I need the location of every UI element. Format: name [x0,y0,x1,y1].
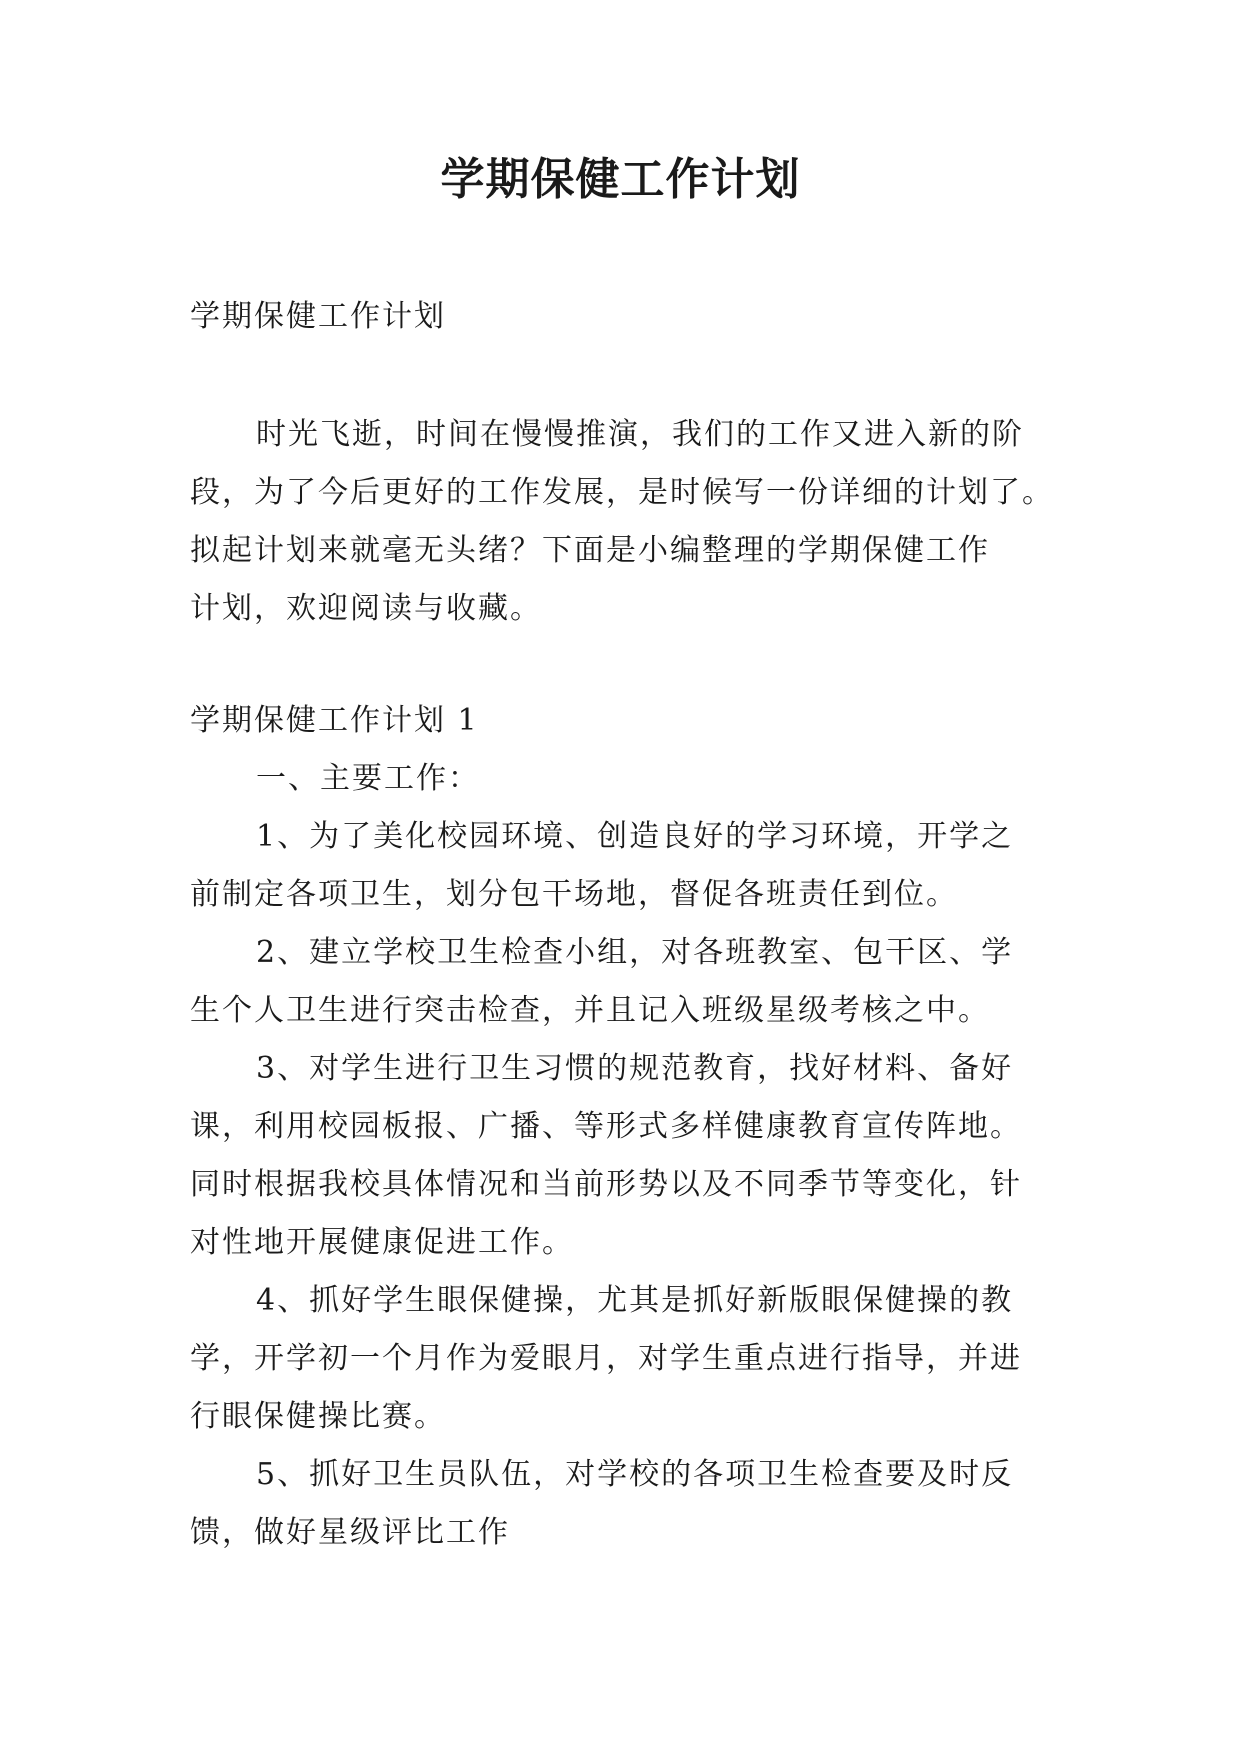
item-line: 课，利用校园板报、广播、等形式多样健康教育宣传阵地。 [190,1109,1022,1144]
list-item [190,924,1056,1040]
intro-paragraph [190,406,1056,638]
list-item [190,1272,1056,1446]
item-line: 2、建立学校卫生检查小组，对各班教室、包干区、学 [256,935,1014,970]
item-line: 馈，做好星级评比工作 [190,1515,510,1550]
item-line: 学，开学初一个月作为爱眼月，对学生重点进行指导，并进 [190,1341,1022,1376]
document-body [190,288,1056,1562]
item-line: 生个人卫生进行突击检查，并且记入班级星级考核之中。 [190,993,990,1028]
section-subheading: 一、主要工作： [256,761,480,796]
section-heading: 学期保健工作计划 1 [190,703,479,738]
intro-line: 拟起计划来就毫无头绪？下面是小编整理的学期保健工作 [190,533,990,568]
item-line: 前制定各项卫生，划分包干场地，督促各班责任到位。 [190,877,958,912]
document-title: 学期保健工作计划 [440,154,801,205]
intro-line: 段，为了今后更好的工作发展，是时候写一份详细的计划了。 [190,475,1054,510]
list-item [190,1446,1056,1562]
item-line: 3、对学生进行卫生习惯的规范教育，找好材料、备好 [256,1051,1014,1086]
item-line: 行眼保健操比赛。 [190,1399,446,1434]
item-line: 对性地开展健康促进工作。 [190,1225,574,1260]
item-line: 同时根据我校具体情况和当前形势以及不同季节等变化，针 [190,1167,1022,1202]
item-line: 5、抓好卫生员队伍，对学校的各项卫生检查要及时反 [256,1457,1014,1492]
document-subtitle: 学期保健工作计划 [190,299,446,334]
intro-line: 时光飞逝，时间在慢慢推演，我们的工作又进入新的阶 [256,417,1024,452]
list-item [190,808,1056,924]
intro-line: 计划，欢迎阅读与收藏。 [190,591,542,626]
list-item [190,1040,1056,1272]
item-line: 4、抓好学生眼保健操，尤其是抓好新版眼保健操的教 [256,1283,1014,1318]
item-line: 1、为了美化校园环境、创造良好的学习环境，开学之 [256,819,1014,854]
